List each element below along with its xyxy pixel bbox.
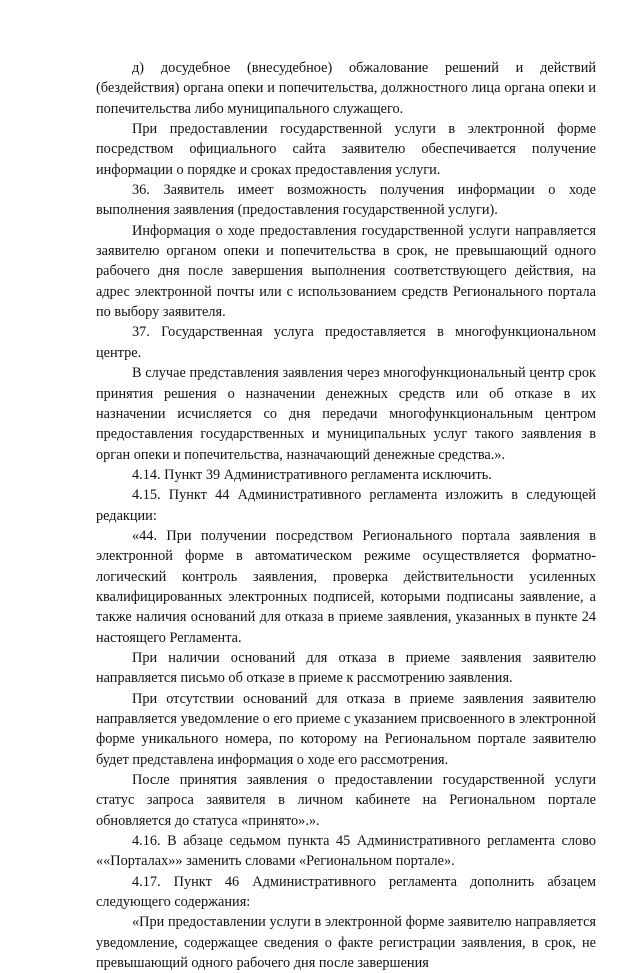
paragraph-mfc-application: В случае представления заявления через многофункциональный центр срок принятия решения о назначении денежных средств или об отказе в их назначении исчисляется со дня передачи многофункциональным центром предоставления государственных и муниципальных услуг такого заявления в орган опеки и попечительства, назначающий денежные средства.».	[96, 365, 596, 463]
paragraph-item-44: «44. При получении посредством Регионального портала заявления в электронной форме в автоматическом режиме осуществляется форматно-логический контроль заявления, проверка действительности усиленных квалифицированных электронных подписей, которыми подписаны заявление, а также наличия оснований для отказа в приеме заявления, указанных в пункте 24 настоящего Регламента.	[96, 527, 596, 646]
paragraph-4-15: 4.15. Пункт 44 Административного регламента изложить в следующей редакции:	[96, 487, 596, 524]
paragraph-appeal-item-d: д) досудебное (внесудебное) обжалование решений и действий (бездействия) органа опеки и попечительства, должностного лица органа опеки и попечительства либо муниципального служащего.	[96, 60, 596, 117]
paragraph-4-14: 4.14. Пункт 39 Административного регламента исключить.	[132, 466, 492, 483]
paragraph-4-16: 4.16. В абзаце седьмом пункта 45 Административного регламента слово ««Порталах»» заменить словами «Региональном портале».	[96, 833, 596, 870]
paragraph-progress-info: Информация о ходе предоставления государственной услуги направляется заявителю органом опеки и попечительства в срок, не превышающий одного рабочего дня после завершения выполнения соответствующего действия, на адрес электронной почты или с использованием средств Регионального портала по выбору заявителя.	[96, 222, 596, 321]
paragraph-no-refusal-grounds: При отсутствии оснований для отказа в приеме заявления заявителю направляется уведомление о его приеме с указанием присвоенного в электронной форме уникального номера, по которому на Региональном портале заявителю будет представлена информация о ходе его рассмотрения.	[96, 690, 596, 768]
paragraph-status-update: После принятия заявления о предоставлении государственной услуги статус запроса заявителя в личном кабинете на Региональном портале обновляется до статуса «принято».».	[96, 772, 596, 829]
paragraph-item-37: 37. Государственная услуга предоставляется в многофункциональном центре.	[96, 324, 596, 361]
paragraph-notification: «При предоставлении услуги в электронной форме заявителю направляется уведомление, содержащее сведения о факте регистрации заявления, в срок, не превышающий одного рабочего дня после завершения	[96, 914, 596, 972]
paragraph-refusal-grounds: При наличии оснований для отказа в приеме заявления заявителю направляется письмо об отказе в приеме к рассмотрению заявления.	[96, 649, 596, 687]
paragraph-4-17: 4.17. Пункт 46 Административного регламента дополнить абзацем следующего содержания:	[96, 873, 596, 911]
paragraph-item-36: 36. Заявитель имеет возможность получения информации о ходе выполнения заявления (предоставления государственной услуги).	[96, 182, 596, 219]
document-page	[96, 58, 596, 973]
paragraph-electronic-info: При предоставлении государственной услуги в электронной форме посредством официального сайта заявителю обеспечивается получение информации о порядке и сроках предоставления услуги.	[96, 121, 596, 178]
